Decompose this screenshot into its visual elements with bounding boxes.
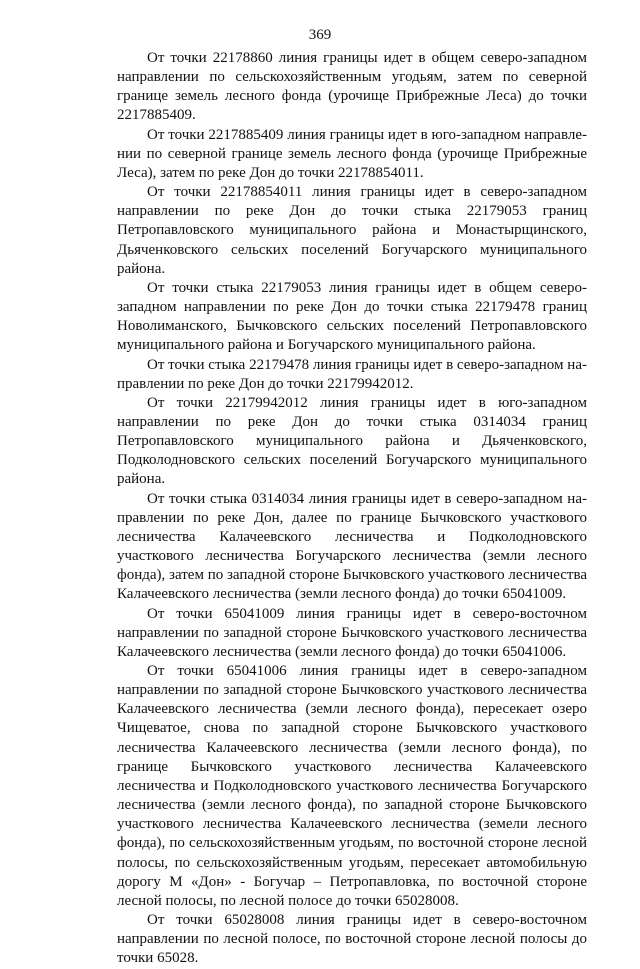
paragraph: От точки стыка 22179478 линия границы идет в северо-западном направлении по реке Дон до точки 22179942012.: [117, 356, 587, 392]
paragraph: От точки 2217885409 линия границы идет в юго-западном направлении по северной границе земель лесного фонда (урочище Прибрежные Леса), затем по реке Дон до точки 22178854011.: [117, 126, 587, 181]
paragraph: От точки стыка 0314034 линия границы идет в северо-западном направлении по реке Дон, далее по границе Бычковского участкового лесничества Калачеевского лесничества и Подколодновского участкового лесничества Богучарского лесничества (земли лесного фонда), затем по западной стороне Бычковского участкового лесничества Калачеевского лесничества (земли лесного фонда) до точки 65041009.: [117, 490, 587, 603]
paragraph: От точки 22178854011 линия границы идет в северо-западном направлении по реке Дон до точки стыка 22179053 границ Петропавловского муниципального района и Монастырщинского, Дьяченковского сельских поселений Богучарского муниципального района.: [117, 184, 587, 277]
paragraph: От точки стыка 22179053 линия границы идет в общем северо-западном направлении по реке Дон до точки стыка 22179478 границ Новолиманского, Бычковского сельских поселений Петропавловского муниципального района и Богучарского муниципального района.: [117, 279, 587, 354]
page-number: 369: [308, 27, 332, 43]
paragraph: От точки 22179942012 линия границы идет в юго-западном направлении по реке Дон до точки стыка 0314034 границ Петропавловского муниципального района и Дьяченковского, Подколодновского сельских поселений Богучарского муниципального района.: [117, 394, 587, 488]
paragraph: От точки 65041006 линия границы идет в северо-западном направлении по западной стороне Бычковского участкового лесничества Калачеевского лесничества (земли лесного фонда), пересекает озеро Чищеватое, снова по западной стороне Бычковского участкового лесничества Калачеевского лесничества (земли лесного фонда), по границе Бычковского участкового лесничества Калачеевского лесничества и Подколодновского участкового лесничества Богучарского лесничества (земли лесного фонда), по западной стороне Бычковского участкового лесничества Калачеевского лесничества (земели лесного фонда), по сельскохозяйственным угодьям, по восточной стороне лесной полосы, по сельскохозяйственным угодьям, пересекает автомобильную дорогу М «Дон» - Богучар – Петропавловка, по восточной стороне лесной полосы, по лесной полосе до точки 65028008.: [117, 663, 587, 909]
paragraph: От точки 65041009 линия границы идет в северо-восточном направлении по западной стороне Бычковского участкового лесничества Калачеевского лесничества (земли лесного фонда) до точки 65041006.: [117, 605, 587, 660]
paragraph: От точки 65028008 линия границы идет в северо-восточном направлении по лесной полосе, по восточной стороне лесной полосы до точки 65028.: [117, 912, 587, 967]
document-body: [117, 49, 587, 969]
paragraph: От точки 22178860 линия границы идет в общем северо-западном направлении по сельскохозяйственным угодьям, затем по северной границе земель лесного фонда (урочище Прибрежные Леса) до точки 2217885409.: [117, 50, 587, 124]
